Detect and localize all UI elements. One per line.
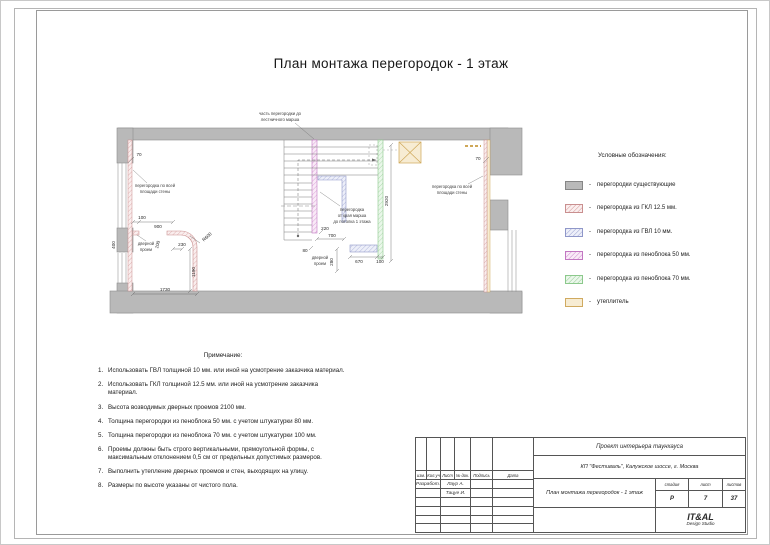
legend-title: Условные обозначения:: [598, 152, 667, 159]
label-wall-left-2: площади стены: [139, 189, 171, 194]
label-door-left-1: дверной: [137, 241, 155, 246]
swatch-foam50: [565, 251, 583, 260]
leader-lines: [133, 123, 483, 241]
tb-cell: [471, 507, 493, 516]
tb-cell: [493, 480, 534, 489]
note-text: Проемы должны быть строго вертикальными, прямоугольной формы, с максимальным отклонением 0,5 см от предельных допустимых размеров.: [108, 445, 322, 461]
note-number: 5.: [98, 431, 104, 439]
swatch-gvl: [565, 228, 583, 237]
note-number: 1.: [98, 367, 104, 375]
legend-dash: -: [589, 205, 591, 211]
gvl-partition-bottom: [350, 245, 377, 252]
tb-studio-sub: Design Studio: [686, 521, 715, 527]
tb-cell: [416, 524, 441, 532]
note-number: 8.: [98, 481, 104, 489]
note-item: [98, 418, 378, 426]
tb-cell: [416, 438, 427, 471]
legend-item-gvl: [565, 227, 672, 237]
dim-70-right: 70: [475, 156, 481, 161]
foam70-partition: [378, 140, 383, 259]
gkl-door-stub: [133, 231, 139, 235]
legend-dash: -: [589, 299, 591, 305]
legend-label: перегородка из пеноблока 70 мм.: [597, 276, 691, 282]
page-title: План монтажа перегородок - 1 этаж: [273, 56, 509, 71]
tb-sheet-label: лист: [689, 479, 723, 491]
tb-cell: [493, 507, 534, 516]
note-number: 7.: [98, 467, 104, 475]
dim-280: 280: [329, 258, 334, 266]
note-item: [98, 381, 378, 397]
legend-label: перегородка из ГКЛ 12.5 мм.: [597, 205, 677, 211]
note-item: [98, 404, 378, 412]
tb-cell: [493, 438, 534, 471]
tb-col-izm: изм.: [416, 471, 427, 480]
note-item: [98, 482, 378, 490]
stair-walk-line: [297, 159, 377, 238]
note-text: Размеры по высоте указаны от чистого пола.: [108, 481, 238, 489]
tb-cell: [534, 508, 656, 532]
label-stair-part-2: от края марша: [337, 213, 367, 218]
label-wall-left-1: перегородка по всей: [134, 183, 176, 188]
note-text: Толщина перегородки из пеноблока 70 мм. с учетом штукатурки 100 мм.: [108, 431, 317, 439]
dim-1730: 1730: [159, 287, 171, 292]
tb-cell: [471, 498, 493, 507]
note-item: [98, 367, 378, 375]
legend-dash: -: [589, 276, 591, 282]
floor-plan: [90, 100, 535, 330]
legend-label: перегородка из пеноблока 50 мм.: [597, 252, 691, 258]
label-stair-top-2: лестничного марша: [260, 117, 300, 122]
tb-drawing-name: План монтажа перегородок - 1 этаж: [534, 479, 656, 508]
dim-400: 400: [111, 241, 116, 249]
dim-100-rot: 100: [154, 240, 161, 249]
tb-cell: [471, 516, 493, 524]
tb-cell: [416, 516, 441, 524]
tb-col-data: Дата: [493, 471, 534, 480]
note-number: 2.: [98, 381, 104, 389]
legend-item-gkl: [565, 203, 677, 213]
swatch-existing: [565, 181, 583, 190]
tb-stage-value: Р: [656, 491, 689, 508]
insulation-box: [399, 142, 421, 163]
legend-dash: -: [589, 229, 591, 235]
dimension-lines: [128, 143, 489, 296]
note-text: Толщина перегородки из пеноблока 50 мм. с учетом штукатурки 80 мм.: [108, 417, 314, 425]
note-text: Высота возводимых дверных проемов 2100 мм.: [108, 403, 246, 411]
note-item: [98, 432, 378, 440]
tb-studio: [656, 508, 745, 532]
tb-cell: [493, 489, 534, 498]
legend-dash: -: [589, 182, 591, 188]
dim-700: 700: [328, 233, 336, 238]
dashed-duct: [369, 145, 377, 165]
tb-cell: [471, 524, 493, 532]
tb-role-empty: [416, 489, 441, 498]
tb-project-address: КП "Фестиваль", Калужское шоссе, г. Москва: [534, 456, 745, 479]
dim-220: 220: [321, 226, 329, 231]
legend-item-foam70: [565, 274, 691, 284]
insulation-liner-right: [484, 140, 490, 292]
legend-label: перегородки существующие: [597, 182, 676, 188]
tb-sheet-value: 7: [689, 491, 723, 508]
dim-230: 230: [178, 242, 186, 247]
tb-col-koluch: Кол.уч: [427, 471, 441, 480]
tb-cell: [493, 498, 534, 507]
note-item: [98, 446, 378, 462]
tb-cell: [441, 516, 471, 524]
note-item: [98, 468, 378, 476]
tb-cell: [493, 524, 534, 532]
note-text: Выполнить утепление дверных проемов и стен, выходящих на улицу.: [108, 467, 309, 475]
tb-cell: [471, 438, 493, 471]
swatch-foam70: [565, 275, 583, 284]
tb-cell: [441, 438, 455, 471]
label-stair-part-3: до потолка 1 этажа: [333, 219, 371, 224]
legend-label: утеплитель: [597, 299, 629, 305]
tb-sheets-value: 37: [723, 491, 745, 508]
staircase: [281, 140, 378, 240]
dim-2920: 2920: [384, 195, 389, 207]
tb-cell: [441, 507, 471, 516]
dim-1190: 1190: [191, 267, 196, 277]
dim-100-left: 100: [138, 215, 146, 220]
tb-cell: [471, 480, 493, 489]
tb-cell: [427, 438, 441, 471]
title-block: [415, 437, 746, 533]
label-door-left-2: проем: [139, 247, 153, 252]
tb-project-name: Проект интерьера таунхауса: [534, 438, 745, 456]
dim-100-door: 100: [376, 259, 384, 264]
tb-col-ndok: № док.: [455, 471, 471, 480]
note-number: 6.: [98, 445, 104, 453]
swatch-insulation: [565, 298, 583, 307]
label-door-center-2: проем: [313, 261, 327, 266]
label-door-center-1: дверной: [311, 255, 329, 260]
dim-80: 80: [302, 248, 308, 253]
legend-item-foam50: [565, 250, 691, 260]
legend-dash: -: [589, 252, 591, 258]
tb-studio-name: IT&AL: [687, 511, 714, 522]
tb-cell: [471, 489, 493, 498]
tb-role-razrabot: Разработ.: [416, 480, 441, 489]
legend-label: перегородка из ГВЛ 10 мм.: [597, 229, 673, 235]
label-wall-right-1: перегородка по всей: [431, 184, 473, 189]
tb-stage-label: стадия: [656, 479, 689, 491]
note-text: Использовать ГКЛ толщиной 12.5 мм. или иной на усмотрение заказчика материал.: [108, 381, 319, 397]
tb-col-podpis: Подпись: [471, 471, 493, 480]
tb-cell: [441, 498, 471, 507]
tb-cell: [493, 516, 534, 524]
notes: [98, 352, 378, 496]
tb-name-laur: Лаур А.: [441, 480, 471, 489]
tb-cell: [441, 524, 471, 532]
tb-cell: [416, 498, 441, 507]
tb-sheets-label: листов: [723, 479, 745, 491]
swatch-gkl: [565, 204, 583, 213]
legend-item-insulation: [565, 297, 629, 307]
dim-70-left: 70: [136, 152, 142, 157]
notes-title: Примечание:: [203, 352, 243, 359]
note-number: 4.: [98, 417, 104, 425]
dim-r600: R600: [201, 231, 213, 243]
tb-cell: [416, 507, 441, 516]
gkl-curved-partition: [167, 231, 197, 291]
dim-670: 670: [355, 259, 363, 264]
tb-col-list: Лист: [441, 471, 455, 480]
tb-name-tacue: Тацуе И.: [441, 489, 471, 498]
label-stair-top-1: часть перегородки до: [258, 111, 302, 116]
note-text: Использовать ГВЛ толщиной 10 мм. или иной на усмотрение заказчика материал.: [108, 367, 345, 375]
label-wall-right-2: площади стены: [436, 190, 468, 195]
tb-cell: [455, 438, 471, 471]
dim-900: 900: [154, 224, 162, 229]
note-number: 3.: [98, 403, 104, 411]
label-stair-part-1: перегородка: [339, 207, 365, 212]
legend-item-existing: [565, 180, 675, 190]
